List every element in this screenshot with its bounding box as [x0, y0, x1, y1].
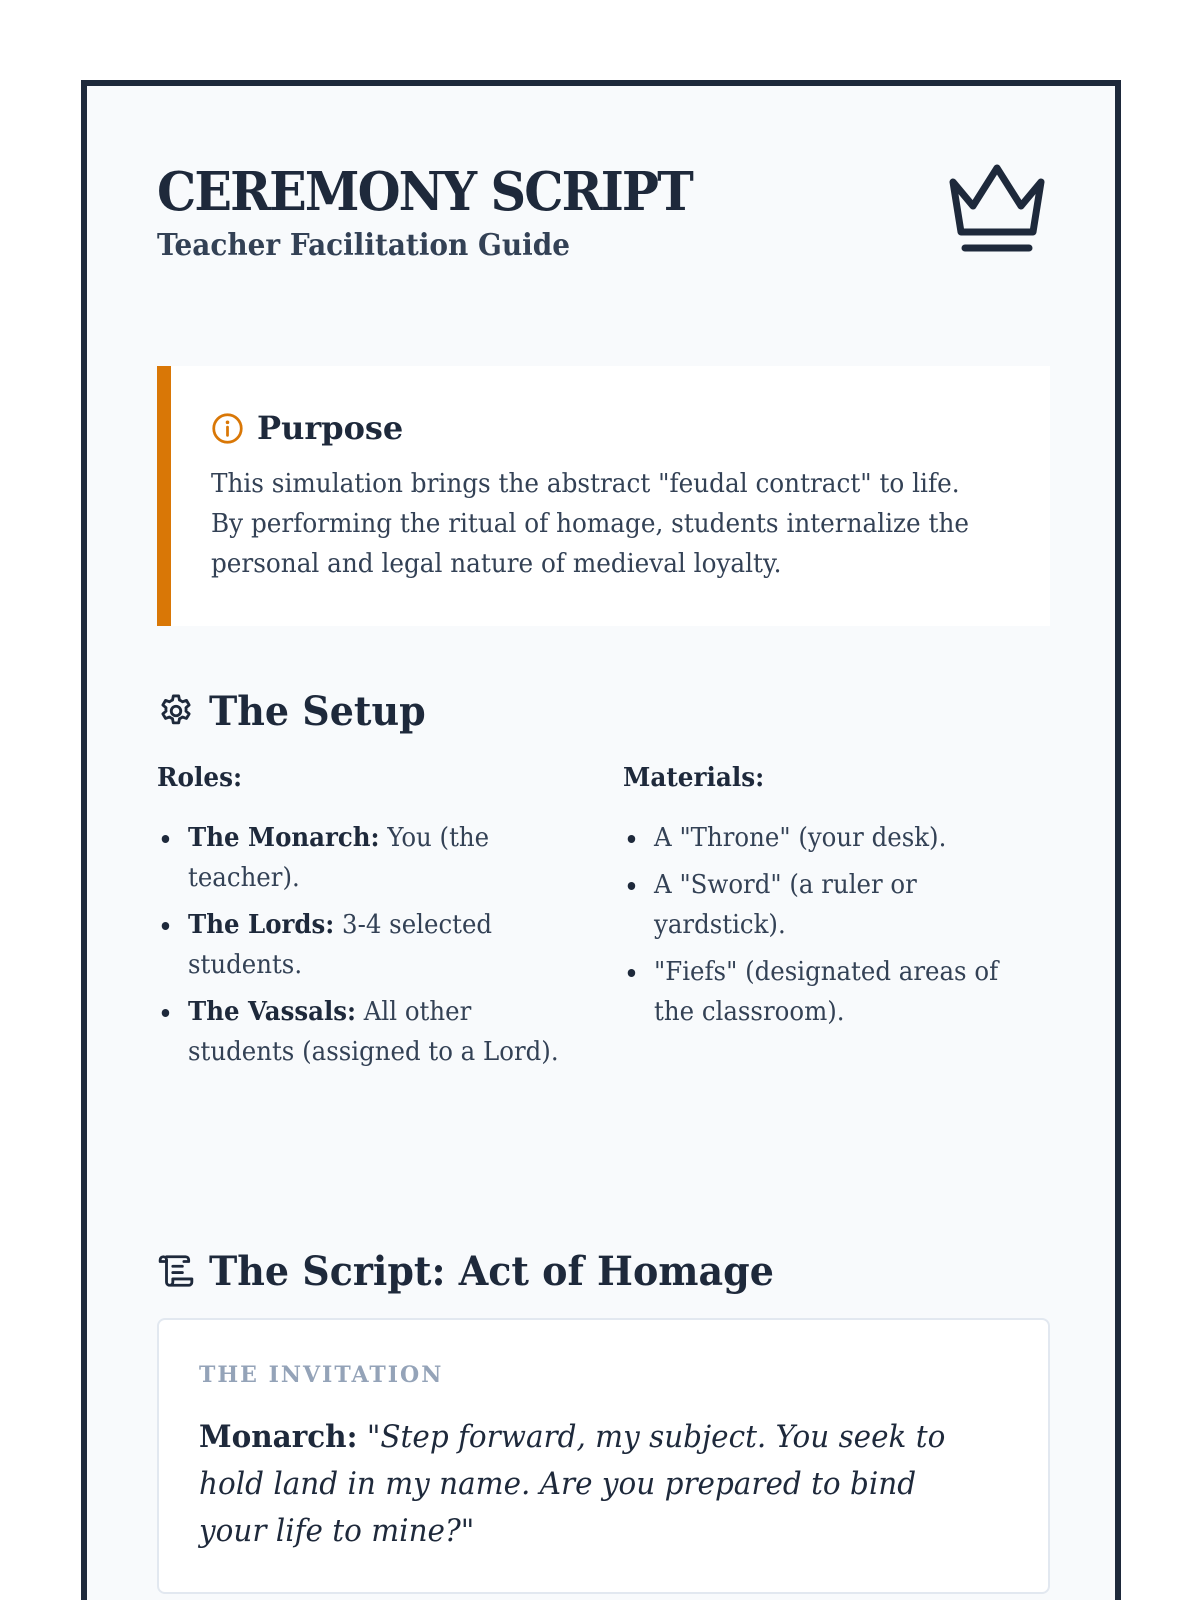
gear-icon: [157, 692, 195, 730]
setup-heading: [157, 686, 437, 736]
crown-icon: [947, 162, 1047, 254]
materials-column: [623, 760, 1053, 1039]
roles-list: [157, 818, 587, 1072]
role-desc: All other students (assigned to a Lord).: [188, 997, 559, 1067]
script-heading: [157, 1246, 804, 1296]
list-item: "Fiefs" (designated areas of the classroom).: [623, 952, 1027, 1032]
materials-list: [623, 818, 1053, 1032]
role-desc: 3-4 selected students.: [188, 910, 493, 980]
script-step-card: [157, 1318, 1050, 1594]
materials-label: Materials:: [623, 763, 765, 793]
header: [157, 160, 1050, 310]
spoken-line: "Step forward, my subject. You seek to hold land in my name. Are you prepared to bind your life to mine?": [199, 1419, 946, 1549]
purpose-callout: [157, 366, 1050, 626]
document-frame: [81, 80, 1121, 1600]
step-label: THE INVITATION: [199, 1362, 444, 1388]
purpose-heading: [211, 406, 403, 450]
list-item: [157, 992, 561, 1072]
scroll-icon: [157, 1252, 195, 1290]
purpose-text: This simulation brings the abstract "feudal contract" to life. By performing the ritual of homage, students internalize the personal and legal nature of medieval loyalty.: [211, 469, 969, 579]
script-title: The Script: Act of Homage: [209, 1247, 774, 1295]
page-subtitle: Teacher Facilitation Guide: [157, 228, 571, 263]
step-dialogue: [199, 1414, 959, 1555]
page-title: CEREMONY SCRIPT: [157, 161, 692, 223]
role-term: The Monarch:: [188, 823, 380, 853]
roles-label: Roles:: [157, 763, 243, 793]
roles-column: [157, 760, 587, 1079]
speaker-name: Monarch:: [199, 1419, 358, 1455]
info-icon: [211, 412, 244, 445]
role-term: The Vassals:: [188, 997, 357, 1027]
setup-title: The Setup: [209, 687, 426, 735]
list-item: [157, 818, 561, 898]
list-item: A "Sword" (a ruler or yardstick).: [623, 865, 1027, 945]
role-desc: You (the teacher).: [188, 823, 490, 893]
list-item: [157, 905, 561, 985]
role-term: The Lords:: [188, 910, 335, 940]
list-item: A "Throne" (your desk).: [623, 818, 1027, 858]
purpose-title: Purpose: [257, 409, 404, 447]
